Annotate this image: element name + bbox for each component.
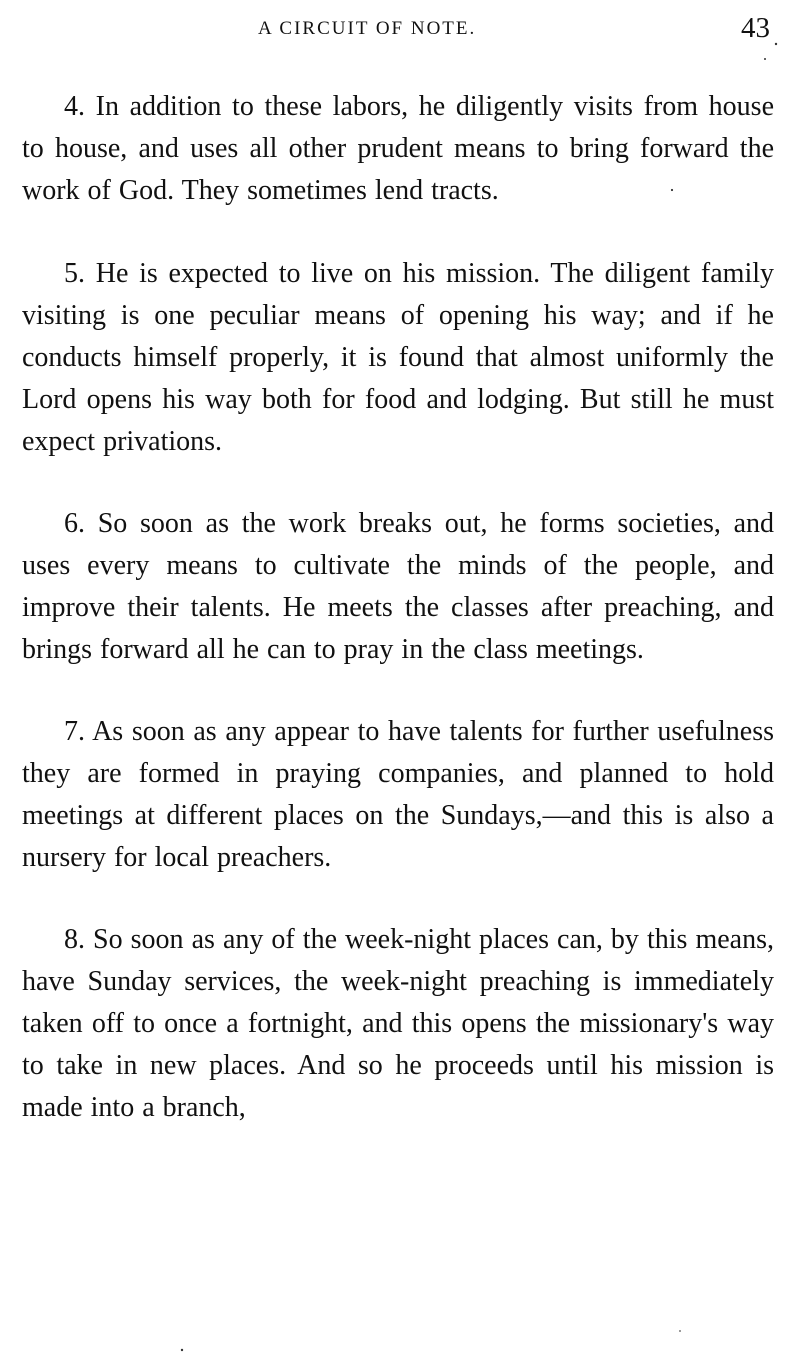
scan-speck [764,58,766,60]
running-head [0,12,800,52]
scan-speck [679,1330,681,1332]
paragraph-6: 6. So soon as the work breaks out, he forms societies, and uses every means to cultivate the minds of the people, and improve their talents. He meets the classes after preaching, and brings forward all he can to pray in the class meetings. [22,508,774,665]
page-number: 43 [741,12,770,44]
paragraph-7: 7. As soon as any appear to have talents for further usefulness they are formed in praying companies, and planned to hold meetings at different places on the Sundays,—and this is also a nursery for local preachers. [22,716,774,873]
running-title: A CIRCUIT OF NOTE. [258,18,477,39]
paragraph-4: 4. In addition to these labors, he diligently visits from house to house, and uses all other prudent means to bring forward the work of God. They sometimes lend tracts. [22,91,774,206]
paragraph-5: 5. He is expected to live on his mission. The diligent family visiting is one peculiar means of opening his way; and if he conducts himself properly, it is found that almost uniformly the Lord opens his way both for food and lodging. But still he must expect privations. [22,258,774,457]
body-text [22,86,774,1129]
scan-speck [181,1349,183,1351]
paragraph-8: 8. So soon as any of the week-night places can, by this means, have Sunday services, the week-night preaching is immediately taken off to once a fortnight, and this opens the missionary's way to take in new places. And so he proceeds until his mission is made into a branch, [22,924,774,1123]
